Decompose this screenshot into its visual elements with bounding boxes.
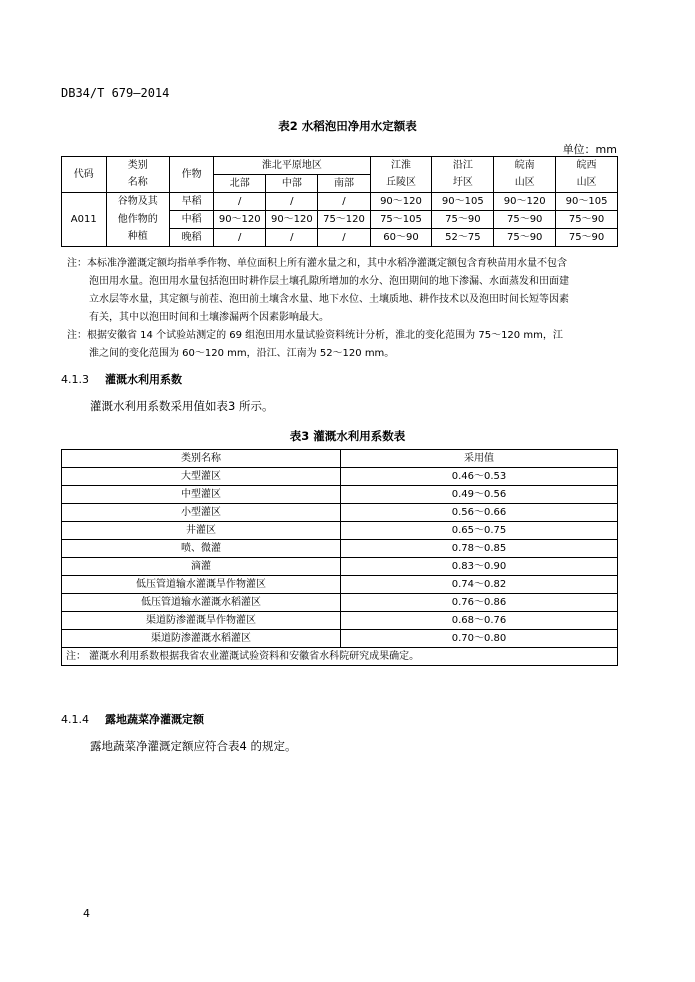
value-cell: 0.46～0.53 xyxy=(341,468,618,486)
category-cell: 低压管道输水灌溉水稻灌区 xyxy=(62,594,341,612)
note-line: 有关，其中以泡田时间和土壤渗漏两个因素影响最大。 xyxy=(89,312,329,323)
crop-cell: 早稻 xyxy=(170,193,214,211)
header-category: 类别 xyxy=(106,157,170,175)
value-cell: 0.78～0.85 xyxy=(341,540,618,558)
value-cell: 75～90 xyxy=(556,229,618,247)
table-row xyxy=(62,486,618,504)
table-row xyxy=(62,558,618,576)
category-cell: 渠道防渗灌溉水稻灌区 xyxy=(62,630,341,648)
table2-title: 表2 水稻泡田净用水定额表 xyxy=(278,119,417,133)
note-line: 淮之间的变化范围为 60～120 mm，沿江、江南为 52～120 mm。 xyxy=(89,348,395,359)
table3-note: 注： 灌溉水利用系数根据我省农业灌溉试验资料和安徽省水科院研究成果确定。 xyxy=(62,648,618,666)
value-cell: 60～90 xyxy=(370,229,432,247)
section-title: 露地蔬菜净灌溉定额 xyxy=(105,713,204,726)
value-cell: 90～120 xyxy=(266,211,318,229)
table-row xyxy=(62,193,618,211)
header-category-2: 名称 xyxy=(106,175,170,193)
value-cell: 0.74～0.82 xyxy=(341,576,618,594)
category-line-2: 他作物的 xyxy=(106,211,170,229)
header-south: 南部 xyxy=(318,175,370,193)
note-line: 注：根据安徽省 14 个试验站测定的 69 组泡田用水量试验资料统计分析，淮北的变化范围为 75～120 mm，江 xyxy=(67,330,563,341)
document-code: DB34/T 679—2014 xyxy=(61,86,170,100)
table-row xyxy=(62,504,618,522)
table-row xyxy=(62,594,618,612)
category-cell: 大型灌区 xyxy=(62,468,341,486)
section-title: 灌溉水利用系数 xyxy=(105,373,182,386)
table3 xyxy=(61,449,618,666)
value-cell: 52～75 xyxy=(432,229,494,247)
table-row xyxy=(62,522,618,540)
table-row xyxy=(62,468,618,486)
code-cell: A011 xyxy=(62,193,107,247)
header-wannan: 皖南 xyxy=(494,157,556,175)
table-row xyxy=(62,211,618,229)
section-4-1-3-paragraph: 灌溉水利用系数采用值如表3 所示。 xyxy=(90,399,274,413)
value-cell: 0.70～0.80 xyxy=(341,630,618,648)
header-value: 采用值 xyxy=(341,450,618,468)
page-number: 4 xyxy=(83,907,90,920)
table-note-row xyxy=(62,648,618,666)
table-row xyxy=(62,229,618,247)
value-cell: 75～90 xyxy=(556,211,618,229)
value-cell: / xyxy=(266,229,318,247)
value-cell: 90～120 xyxy=(494,193,556,211)
table2-notes xyxy=(67,255,629,363)
header-category-name: 类别名称 xyxy=(62,450,341,468)
value-cell: 0.49～0.56 xyxy=(341,486,618,504)
value-cell: 0.76～0.86 xyxy=(341,594,618,612)
value-cell: 0.68～0.76 xyxy=(341,612,618,630)
value-cell: 90～105 xyxy=(556,193,618,211)
header-crop: 作物 xyxy=(170,157,214,193)
header-wanxi-2: 山区 xyxy=(556,175,618,193)
table2 xyxy=(61,156,618,247)
header-yanjiang-2: 圩区 xyxy=(432,175,494,193)
section-number: 4.1.3 xyxy=(61,373,89,386)
note-line: 注：本标准净灌溉定额均指单季作物、单位面积上所有灌水量之和，其中水稻净灌溉定额包含育秧苗用水量不包含 xyxy=(67,258,567,269)
header-wannan-2: 山区 xyxy=(494,175,556,193)
category-line-1: 谷物及其 xyxy=(106,193,170,211)
table-row xyxy=(62,612,618,630)
table2-unit: 单位：mm xyxy=(562,143,617,156)
crop-cell: 中稻 xyxy=(170,211,214,229)
category-cell: 喷、微灌 xyxy=(62,540,341,558)
category-line-3: 种植 xyxy=(106,229,170,247)
value-cell: / xyxy=(266,193,318,211)
header-wanxi: 皖西 xyxy=(556,157,618,175)
crop-cell: 晚稻 xyxy=(170,229,214,247)
value-cell: / xyxy=(318,193,370,211)
value-cell: 75～90 xyxy=(494,229,556,247)
value-cell: 75～120 xyxy=(318,211,370,229)
category-cell: 小型灌区 xyxy=(62,504,341,522)
table-row xyxy=(62,576,618,594)
header-yanjiang: 沿江 xyxy=(432,157,494,175)
category-cell: 中型灌区 xyxy=(62,486,341,504)
header-jianghuai: 江淮 xyxy=(370,157,432,175)
value-cell: 90～120 xyxy=(214,211,266,229)
category-cell: 渠道防渗灌溉旱作物灌区 xyxy=(62,612,341,630)
value-cell: / xyxy=(214,193,266,211)
note-line: 立水层等水量，其定额与前茬、泡田前土壤含水量、地下水位、土壤质地、耕作技术以及泡田时间长短等因素 xyxy=(89,294,569,305)
value-cell: 0.65～0.75 xyxy=(341,522,618,540)
header-code: 代码 xyxy=(62,157,107,193)
section-4-1-4-heading xyxy=(61,711,204,727)
table3-title: 表3 灌溉水利用系数表 xyxy=(289,429,406,443)
value-cell: 75～105 xyxy=(370,211,432,229)
value-cell: 0.56～0.66 xyxy=(341,504,618,522)
header-huaibei: 淮北平原地区 xyxy=(214,157,370,175)
header-middle: 中部 xyxy=(266,175,318,193)
table-row xyxy=(62,540,618,558)
value-cell: 75～90 xyxy=(432,211,494,229)
value-cell: 75～90 xyxy=(494,211,556,229)
note-line: 泡田用水量。泡田用水量包括泡田时耕作层土壤孔隙所增加的水分、泡田期间的地下渗漏、水面蒸发和田面建 xyxy=(89,276,569,287)
header-north: 北部 xyxy=(214,175,266,193)
header-jianghuai-2: 丘陵区 xyxy=(370,175,432,193)
section-4-1-4-paragraph: 露地蔬菜净灌溉定额应符合表4 的规定。 xyxy=(90,739,297,753)
section-4-1-3-heading xyxy=(61,371,182,387)
value-cell: / xyxy=(318,229,370,247)
value-cell: 90～105 xyxy=(432,193,494,211)
category-cell: 滴灌 xyxy=(62,558,341,576)
value-cell: 0.83～0.90 xyxy=(341,558,618,576)
table-row xyxy=(62,630,618,648)
category-cell: 低压管道输水灌溉旱作物灌区 xyxy=(62,576,341,594)
section-number: 4.1.4 xyxy=(61,713,89,726)
value-cell: / xyxy=(214,229,266,247)
category-cell: 井灌区 xyxy=(62,522,341,540)
value-cell: 90～120 xyxy=(370,193,432,211)
